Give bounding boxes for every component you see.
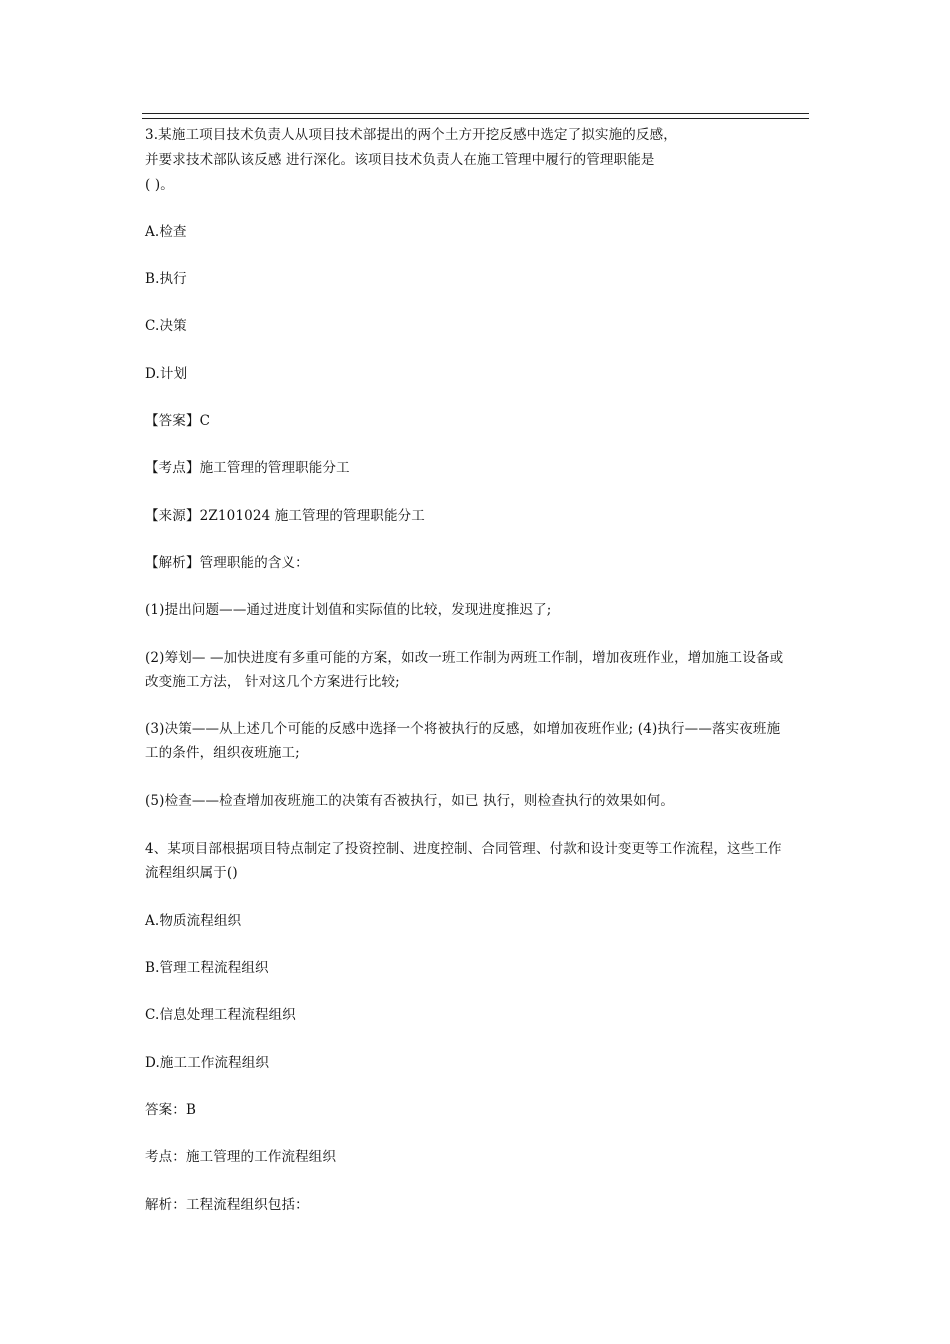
q3-option-c: C.决策 <box>145 318 187 334</box>
q4-option-b: B.管理工程流程组织 <box>145 960 269 976</box>
q3-option-a: A.检查 <box>145 224 187 240</box>
q3-source: 【来源】2Z101024 施工管理的管理职能分工 <box>145 508 425 524</box>
q3-point: 【考点】施工管理的管理职能分工 <box>145 460 350 476</box>
q3-analysis-line-2: (2)筹划— —加快进度有多重可能的方案，如改一班工作制为两班工作制，增加夜班作业，增加施工设备或 <box>145 650 784 666</box>
q3-analysis-line-3: 改变施工方法， 针对这几个方案进行比较; <box>145 674 400 690</box>
q4-option-d: D.施工工作流程组织 <box>145 1055 270 1071</box>
q4-analysis-title: 解析：工程流程组织包括： <box>145 1197 309 1213</box>
header-rule-bottom <box>142 118 809 119</box>
q4-option-c: C.信息处理工程流程组织 <box>145 1007 296 1023</box>
q3-analysis-line-5: 工的条件，组织夜班施工; <box>145 745 300 761</box>
q3-analysis-line-4: (3)决策——从上述几个可能的反感中选择一个将被执行的反感，如增加夜班作业; (4)执行——落实夜班施 <box>145 721 781 737</box>
q4-answer: 答案：B <box>145 1102 197 1118</box>
q4-stem-line-2: 流程组织属于() <box>145 865 238 881</box>
q3-stem-line-3: ( )。 <box>145 177 174 193</box>
q3-stem-line-2: 并要求技术部队该反感 进行深化。该项目技术负责人在施工管理中履行的管理职能是 <box>145 152 655 168</box>
q4-point: 考点：施工管理的工作流程组织 <box>145 1149 337 1165</box>
q3-stem-line-1: 3.某施工项目技术负责人从项目技术部提出的两个土方开挖反感中选定了拟实施的反感， <box>145 127 677 143</box>
header-rule-top <box>142 113 809 114</box>
q3-option-d: D.计划 <box>145 366 188 382</box>
q3-option-b: B.执行 <box>145 271 187 287</box>
q3-analysis-title: 【解析】管理职能的含义： <box>145 555 309 571</box>
q3-answer: 【答案】C <box>145 413 211 429</box>
q3-analysis-line-1: (1)提出问题——通过进度计划值和实际值的比较，发现进度推迟了; <box>145 602 552 618</box>
q4-option-a: A.物质流程组织 <box>145 913 242 929</box>
q3-analysis-line-6: (5)检查——检查增加夜班施工的决策有否被执行，如已 执行，则检查执行的效果如何。 <box>145 793 675 809</box>
q4-stem-line-1: 4、某项目部根据项目特点制定了投资控制、进度控制、合同管理、付款和设计变更等工作流程，这些工作 <box>145 841 782 857</box>
